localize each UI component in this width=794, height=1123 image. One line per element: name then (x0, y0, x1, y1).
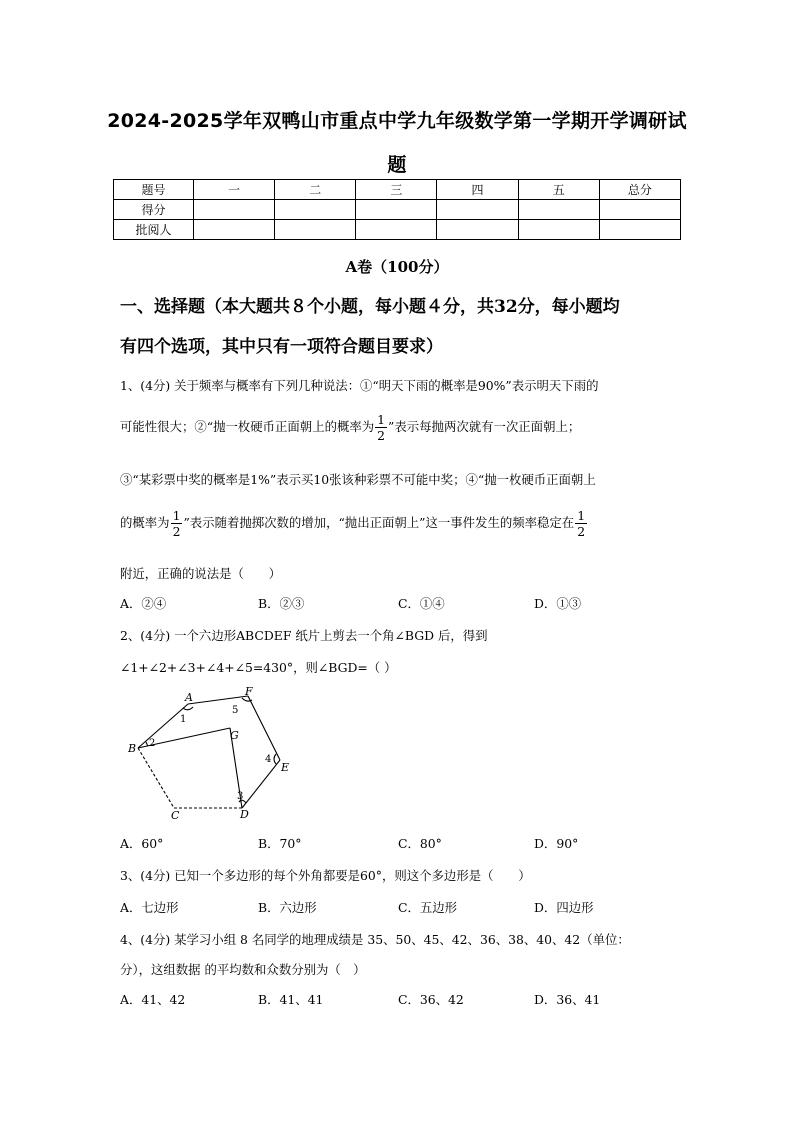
fraction-one-half (375, 412, 387, 443)
angle-label-4: 4 (265, 754, 272, 765)
fraction-denominator: 2 (577, 524, 586, 539)
score-table-row-label: 得分 (114, 200, 194, 220)
grader-cell[interactable] (194, 220, 275, 240)
q2-line1: 2、(4分) 一个六边形ABCDEF 纸片上剪去一个角∠BGD 后，得到 (120, 628, 488, 643)
fraction-denominator: 2 (172, 524, 181, 539)
score-cell[interactable] (194, 200, 275, 220)
exam-title-line1: 2024-2025学年双鸭山市重点中学九年级数学第一学期开学调研试 (107, 110, 687, 132)
option-b[interactable]: B．70° (258, 836, 302, 851)
grader-cell[interactable] (275, 220, 356, 240)
score-cell[interactable] (275, 200, 356, 220)
score-table (113, 179, 681, 240)
score-cell[interactable] (599, 200, 680, 220)
angle-arc-5 (242, 698, 252, 701)
fraction-denominator: 2 (377, 428, 386, 443)
fraction-numerator: 1 (172, 508, 181, 523)
option-a[interactable]: A．②④ (120, 596, 167, 611)
option-d[interactable]: D．90° (534, 836, 579, 851)
grader-cell[interactable] (437, 220, 518, 240)
q1-line4-text-a: 的概率为 (120, 515, 170, 530)
option-d[interactable]: D．36、41 (534, 992, 601, 1007)
option-a[interactable]: A．41、42 (120, 992, 186, 1007)
vertex-label-e: E (281, 761, 290, 774)
angle-arc-2 (146, 742, 147, 746)
score-cell[interactable] (518, 200, 599, 220)
q3-options (120, 898, 680, 916)
exam-title-line2: 题 (387, 154, 407, 176)
q1-line5: 附近，正确的说法是（ ） (120, 566, 282, 581)
score-table-header-cell: 一 (194, 180, 275, 200)
grader-cell[interactable] (356, 220, 437, 240)
fraction-one-half (171, 508, 183, 539)
score-table-header-cell: 二 (275, 180, 356, 200)
q1-line3: ③“某彩票中奖的概率是1%”表示买10张该种彩票不可能中奖；④“抛一枚硬币正面朝上 (120, 472, 596, 487)
option-c[interactable]: C．36、42 (398, 992, 464, 1007)
q1-line1: 1、(4分) 关于频率与概率有下列几种说法：①“明天下雨的概率是90%”表示明天下雨的 (120, 378, 599, 393)
angle-label-2: 2 (149, 738, 156, 749)
grader-cell[interactable] (599, 220, 680, 240)
q3-line1: 3、(4分) 已知一个多边形的每个外角都要是60°，则这个多边形是（ ） (120, 868, 531, 883)
q2-line2: ∠1+∠2+∠3+∠4+∠5=430°，则∠BGD=（ ） (120, 660, 397, 675)
option-d[interactable]: D．①③ (534, 596, 582, 611)
option-a[interactable]: A．60° (120, 836, 164, 851)
option-d[interactable]: D．四边形 (534, 900, 594, 915)
option-b[interactable]: B．②③ (258, 596, 305, 611)
q1-options (120, 594, 680, 612)
fraction-one-half (575, 508, 587, 539)
q4-line2: 分），这组数据 的平均数和众数分别为（ ） (120, 962, 366, 977)
score-table-header-row (114, 180, 681, 200)
score-table-row (114, 200, 681, 220)
score-table-header-cell: 总分 (599, 180, 680, 200)
angle-arc-4 (274, 754, 276, 764)
hexagon-figure (128, 686, 292, 820)
edge-ba (138, 704, 188, 748)
option-b[interactable]: B．41、41 (258, 992, 324, 1007)
cut-corner-dashed (138, 748, 242, 808)
q4-line1: 4、(4分) 某学习小组 8 名同学的地理成绩是 35、50、45、42、36、38、40、42（单位： (120, 932, 630, 947)
q4-options (120, 990, 680, 1008)
fraction-numerator: 1 (577, 508, 586, 523)
q1-line2-text-b: ”表示每抛两次就有一次正面朝上； (388, 419, 581, 434)
score-table-row-label: 批阅人 (114, 220, 194, 240)
option-c[interactable]: C．80° (398, 836, 442, 851)
score-table-row (114, 220, 681, 240)
option-c[interactable]: C．①④ (398, 596, 445, 611)
part1-heading-line1: 一、选择题（本大题共８个小题，每小题４分，共32分，每小题均 (120, 297, 620, 317)
score-table-header-cell: 三 (356, 180, 437, 200)
fraction-numerator: 1 (377, 412, 386, 427)
edge-ed (242, 760, 280, 808)
option-c[interactable]: C．五边形 (398, 900, 458, 915)
score-table-header-cell: 四 (437, 180, 518, 200)
score-table-header-cell: 题号 (114, 180, 194, 200)
part1-heading-line2: 有四个选项，其中只有一项符合题目要求） (120, 337, 443, 357)
edge-fe (248, 696, 280, 760)
vertex-label-d: D (240, 808, 249, 820)
angle-label-5: 5 (232, 705, 239, 716)
vertex-label-a: A (185, 691, 193, 704)
vertex-label-b: B (128, 742, 137, 755)
option-b[interactable]: B．六边形 (258, 900, 317, 915)
score-cell[interactable] (437, 200, 518, 220)
option-a[interactable]: A．七边形 (120, 900, 179, 915)
vertex-label-c: C (171, 809, 180, 820)
vertex-label-f: F (245, 686, 253, 698)
angle-label-3: 3 (237, 791, 244, 802)
section-a-title: A卷（100分） (345, 258, 449, 276)
grader-cell[interactable] (518, 220, 599, 240)
q1-line4-text-b: ”表示随着抛掷次数的增加，“抛出正面朝上”这一事件发生的频率稳定在 (183, 515, 575, 530)
score-cell[interactable] (356, 200, 437, 220)
edge-af (188, 696, 248, 704)
score-table-header-cell: 五 (518, 180, 599, 200)
q1-line2 (120, 412, 580, 443)
q2-options (120, 834, 680, 852)
q1-line2-text-a: 可能性很大；②“抛一枚硬币正面朝上的概率为 (120, 419, 375, 434)
angle-label-1: 1 (180, 714, 187, 725)
q1-line4 (120, 508, 588, 539)
vertex-label-g: G (230, 729, 239, 742)
